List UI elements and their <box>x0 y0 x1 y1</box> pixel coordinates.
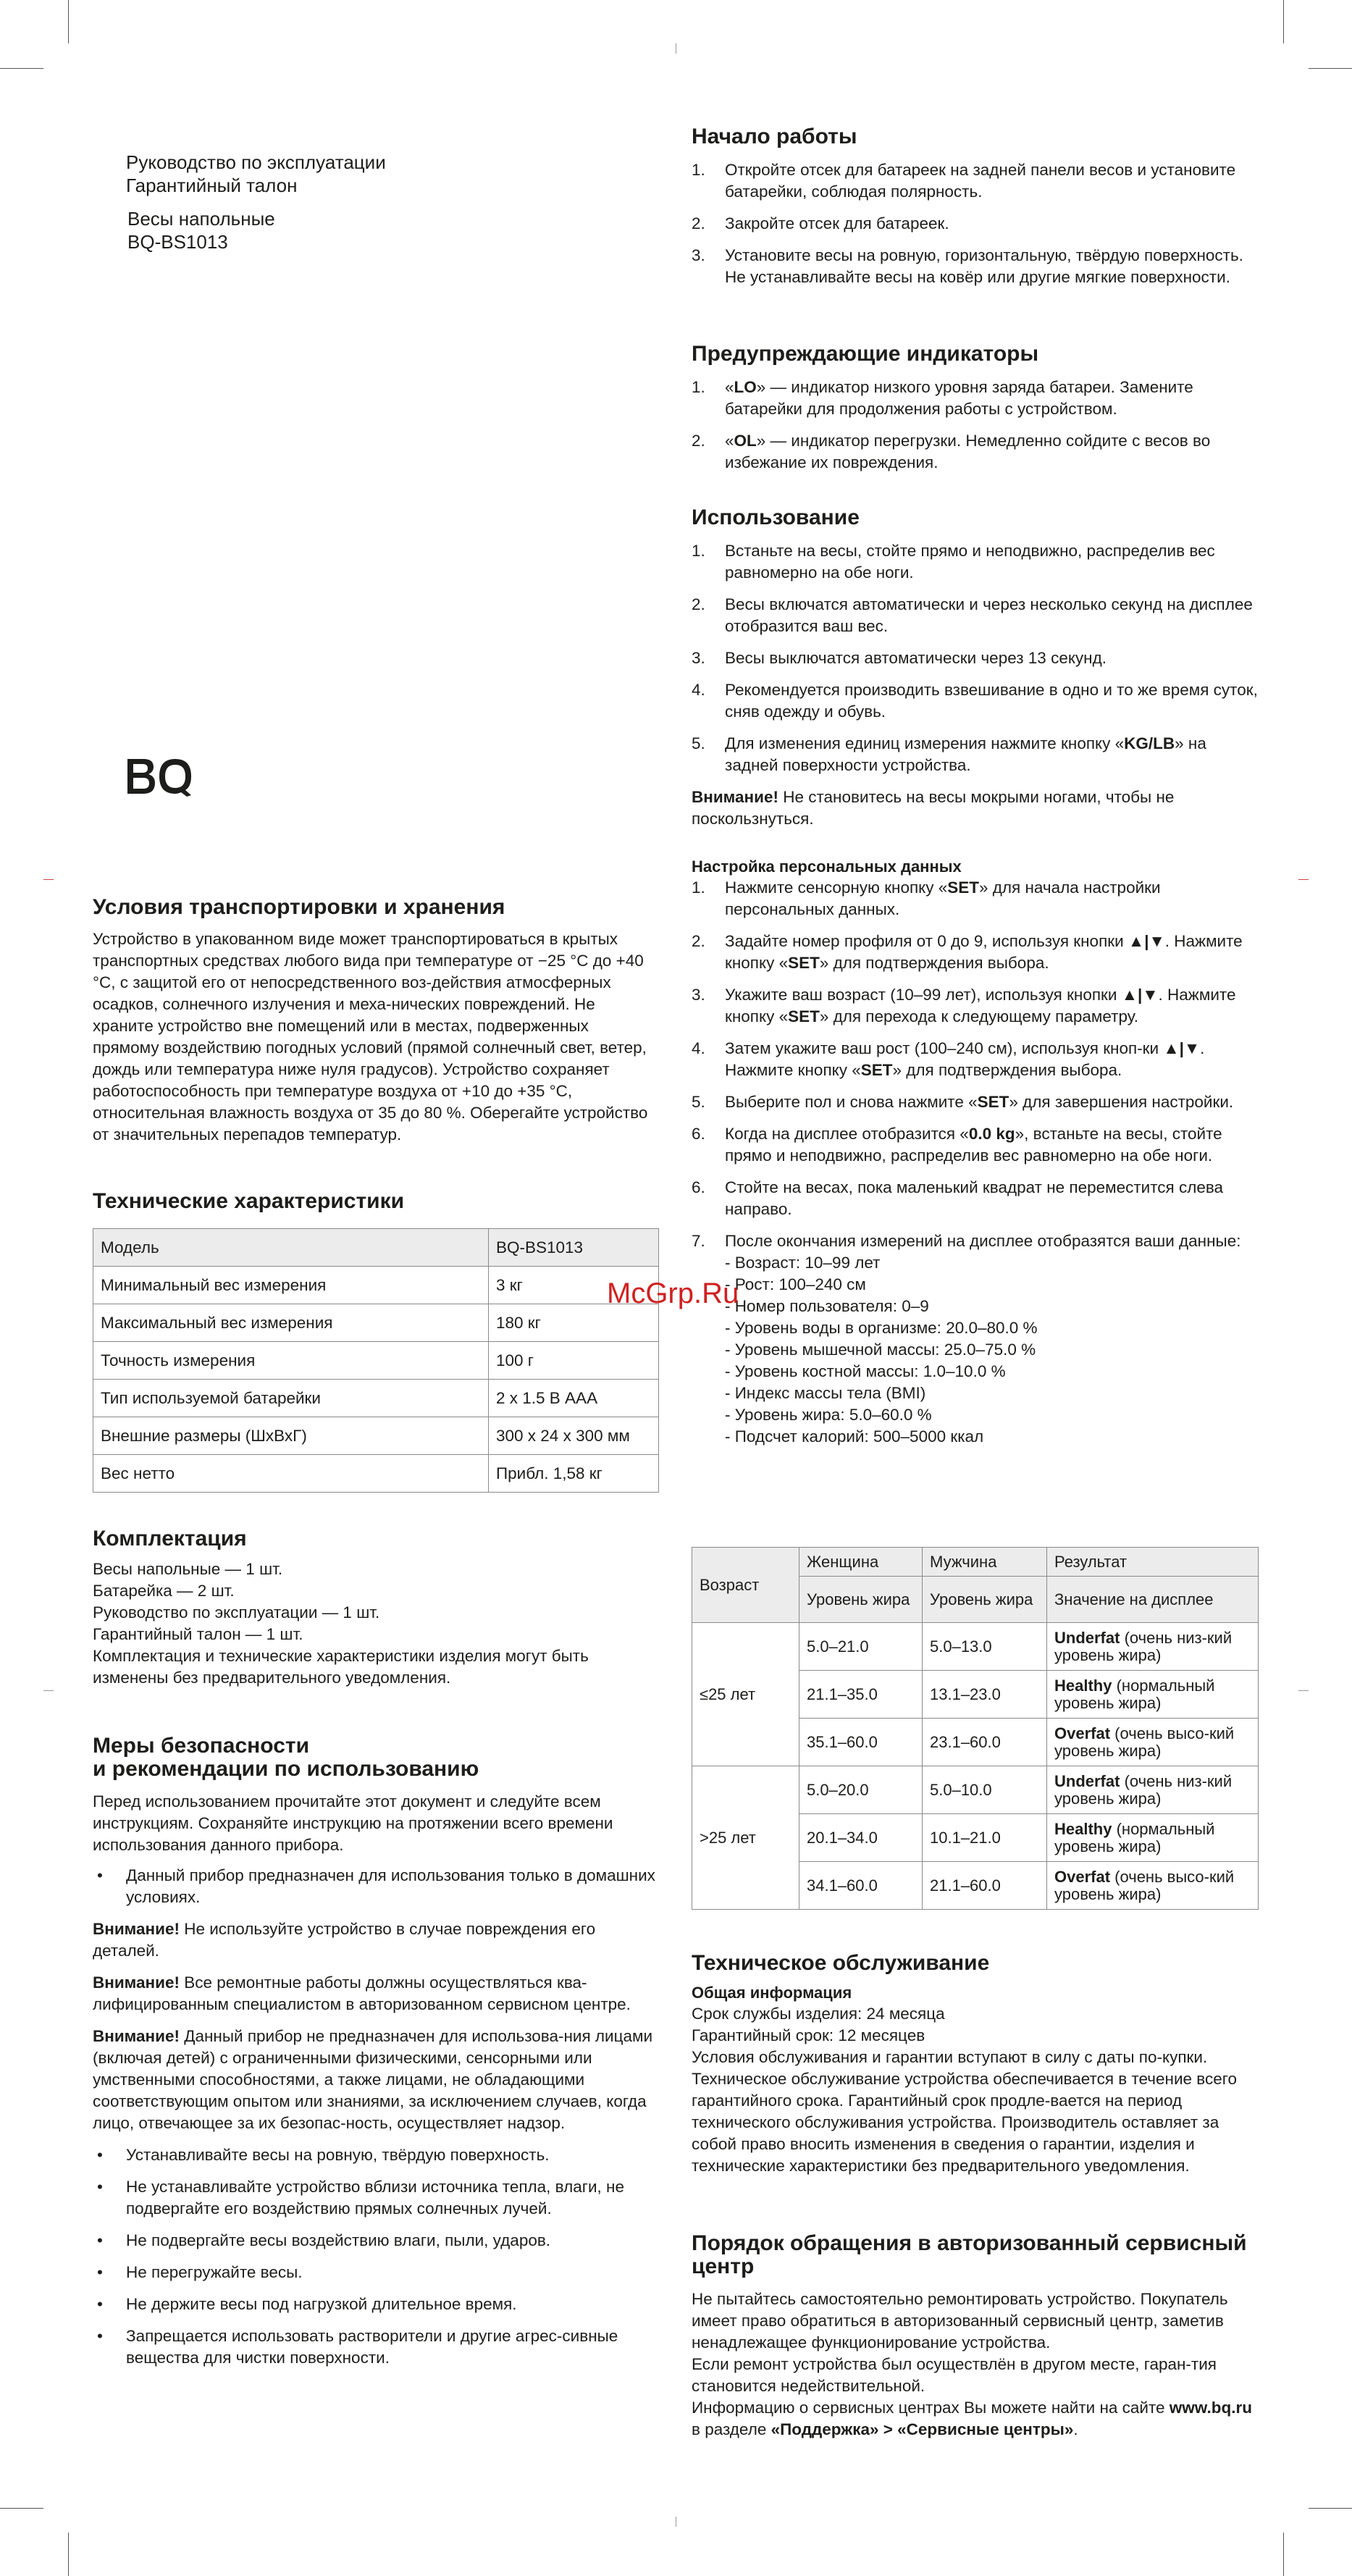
cell: 23.1–60.0 <box>923 1719 1047 1766</box>
crop-mark <box>1309 68 1352 69</box>
list-item: - Возраст: 10–99 лет <box>725 1254 881 1272</box>
cell: 20.1–34.0 <box>799 1814 923 1862</box>
item-text: Задайте номер профиля от 0 до 9, используя кнопки <box>725 932 1128 950</box>
cell: 35.1–60.0 <box>799 1719 923 1766</box>
indicators-title: Предупреждающие индикаторы <box>692 342 1039 366</box>
result-text: (очень низ-кий уровень жира) <box>1054 1628 1233 1664</box>
usage-title: Использование <box>692 505 860 529</box>
crop-mark <box>68 0 69 43</box>
spec-key: Внешние размеры (ШхВхГ) <box>93 1417 489 1455</box>
button-label: SET <box>788 954 820 972</box>
list-item: - Уровень мышечной массы: 25.0–75.0 % <box>725 1341 1036 1359</box>
service-text: Срок службы изделия: 24 месяца Гарантийный срок: 12 месяцев Условия обслуживания и гарантии вступают в силу с даты по-купки. Техническое обслуживание устройства обеспечивается в течение всего гарантийного срока. Гарантийный срок продле-вается на период технического обслуживания устройства. Производитель оставляет за собой право вносить изменения в сведения о гарантии, изделия и технические характеристики без предварительного уведомления. <box>692 2005 1237 2175</box>
center-body: Не пытайтесь самостоятельно ремонтировать устройство. Покупатель имеет право обратиться в авторизованный сервисный центр, заметив ненадлежащее функционирование устройства. Если ремонт устройства был осуществлён в другом месте, гаран-тия становится недействительной. Информацию о сервисных центрах Вы можете найти на сайте <box>692 2290 1228 2417</box>
cell <box>1047 1623 1259 1671</box>
list-item: - Уровень жира: 5.0–60.0 % <box>725 1406 932 1424</box>
item-text: Встаньте на весы, стойте прямо и неподвижно, распределив вес равномерно на обе ноги. <box>725 542 1215 582</box>
cell: 13.1–23.0 <box>923 1671 1047 1719</box>
list-item <box>692 877 1260 920</box>
warning-text: Не используйте устройство в случае повреждения его деталей. <box>93 1920 596 1960</box>
fold-mark <box>1298 1690 1309 1691</box>
result-label: Healthy <box>1054 1819 1112 1838</box>
table-row <box>93 1417 659 1455</box>
button-label: SET <box>788 1007 820 1025</box>
cell: 10.1–21.0 <box>923 1814 1047 1862</box>
indicator-code: LO <box>734 378 757 396</box>
button-label: SET <box>947 878 980 897</box>
list-item: - Индекс массы тела (BMI) <box>725 1384 926 1402</box>
warning-label: Внимание! <box>93 1920 180 1938</box>
spec-value: 300 x 24 x 300 мм <box>489 1417 659 1455</box>
list-item <box>692 1123 1260 1167</box>
item-text: » для подтверждения выбора. <box>819 954 1049 972</box>
list-item <box>692 594 1260 637</box>
result-label: Overfat <box>1054 1867 1111 1886</box>
list-item <box>692 213 1260 235</box>
usage-section <box>692 505 1260 830</box>
list-item <box>692 647 1260 669</box>
list-item: • Не устанавливайте устройство вблизи источника тепла, влаги, не подвергайте его воздействию прямых солнечных лучей. <box>93 2176 659 2220</box>
indicators-list <box>692 377 1260 474</box>
warranty-title: Гарантийный талон <box>126 175 298 196</box>
item-number: 4. <box>692 1039 705 1057</box>
age-group: ≤25 лет <box>692 1623 799 1766</box>
safety-intro: Перед использованием прочитайте этот документ и следуйте всем инструкциям. Сохраняйте инструкцию на протяжении всего времени использования данного прибора. <box>93 1792 613 1854</box>
list-item <box>692 733 1260 776</box>
display-value: 0.0 kg <box>968 1125 1015 1143</box>
list-item: • Запрещается использовать растворители и другие агрес-сивные вещества для чистки поверхности. <box>93 2325 659 2369</box>
specs-section <box>93 1189 659 1493</box>
cell <box>1047 1719 1259 1766</box>
list-item <box>692 984 1260 1028</box>
cell <box>1047 1862 1259 1910</box>
result-text: (нормальный уровень жира) <box>1054 1676 1215 1712</box>
warning-label: Внимание! <box>692 788 778 806</box>
list-item <box>692 931 1260 974</box>
item-number: 4. <box>692 681 705 699</box>
item-number: 1. <box>692 878 705 897</box>
indicators-section <box>692 342 1260 484</box>
table-row <box>692 1548 1259 1577</box>
package-text: Весы напольные — 1 шт. Батарейка — 2 шт. Руководство по эксплуатации — 1 шт. Гарантийный талон — 1 шт. Комплектация и технические характеристики изделия могут быть изменены без предварительного уведомления. <box>93 1560 589 1687</box>
spec-value: 100 г <box>489 1342 659 1380</box>
item-text: . Нажмите кнопку « <box>725 1039 1205 1079</box>
result-text: (очень низ-кий уровень жира) <box>1054 1771 1233 1808</box>
item-number: 1. <box>692 161 705 179</box>
list-item: • Данный прибор предназначен для использования только в домашних условиях. <box>93 1865 659 1908</box>
center-body: в разделе <box>692 2420 771 2438</box>
item-text: Выберите пол и снова нажмите « <box>725 1093 978 1111</box>
list-item <box>692 1091 1260 1113</box>
usage-list <box>692 540 1260 776</box>
start-list <box>692 159 1260 288</box>
usage-warning <box>692 786 1260 830</box>
transport-section <box>93 895 659 1146</box>
body-fat-table <box>692 1547 1259 1910</box>
item-text: « <box>725 378 734 396</box>
item-number: 6. <box>692 1125 705 1143</box>
table-row <box>93 1304 659 1342</box>
spec-value: BQ-BS1013 <box>489 1229 659 1267</box>
spec-value: 3 кг <box>489 1267 659 1304</box>
personal-section <box>692 857 1260 1458</box>
item-number: 2. <box>692 932 705 950</box>
fold-mark <box>43 1690 54 1691</box>
crop-mark <box>1283 0 1284 43</box>
specs-title: Технические характеристики <box>93 1189 405 1213</box>
spec-key: Тип используемой батарейки <box>93 1380 489 1417</box>
manual-title: Руководство по эксплуатации <box>126 151 386 173</box>
list-item <box>692 1038 1260 1081</box>
table-row <box>93 1229 659 1267</box>
watermark: McGrp.Ru <box>607 1277 739 1309</box>
item-number: 5. <box>692 734 705 752</box>
item-text: Закройте отсек для батареек. <box>725 214 949 232</box>
arrow-buttons-icon: ▲|▼ <box>1128 932 1165 950</box>
warning-2 <box>93 1972 659 2015</box>
warning-text: Все ремонтные работы должны осуществляться ква-лифицированным специалистом в авторизованном сервисном центре. <box>93 1973 631 2013</box>
personal-title: Настройка персональных данных <box>692 857 962 876</box>
warning-label: Внимание! <box>93 1973 180 1992</box>
age-group: >25 лет <box>692 1766 799 1910</box>
spec-value: 2 x 1.5 В AAA <box>489 1380 659 1417</box>
item-text: » на задней поверхности устройства. <box>725 734 1206 774</box>
crop-mark <box>1309 2508 1352 2509</box>
list-item: • Не подвергайте весы воздействию влаги, пыли, ударов. <box>93 2230 659 2252</box>
cell: 5.0–10.0 <box>923 1766 1047 1814</box>
spec-key: Модель <box>93 1229 489 1267</box>
arrow-buttons-icon: ▲|▼ <box>1163 1039 1201 1057</box>
personal-list <box>692 877 1260 1448</box>
cell: 21.1–35.0 <box>799 1671 923 1719</box>
result-label: Underfat <box>1054 1628 1120 1647</box>
fold-mark <box>1298 879 1309 880</box>
start-section <box>692 125 1260 298</box>
item-text: Стойте на весах, пока маленький квадрат не переместится слева направо. <box>725 1178 1224 1218</box>
list-item: - Уровень воды в организме: 20.0–80.0 % <box>725 1319 1038 1337</box>
spec-key: Минимальный вес измерения <box>93 1267 489 1304</box>
spec-key: Точность измерения <box>93 1342 489 1380</box>
service-title: Техническое обслуживание <box>692 1951 990 1975</box>
item-text: После окончания измерений на дисплее отобразятся ваши данные: <box>725 1232 1241 1250</box>
transport-text: Устройство в упакованном виде может транспортироваться в крытых транспортных средствах любого вида при температуре от −25 °C до +40 °C, с защитой его от непосредственного воз-действия атмосферных осадков, солнечного излучения и меха-нических повреждений. Не храните устройство вне помещений или в местах, подверженных прямому воздействию погодных условий (прямой солнечный свет, ветер, дождь или температура ниже нуля градусов). Устройство сохраняет работоспособность при температуре воздуха от +10 до +35 °C, относительная влажность воздуха от 35 до 80 %. Оберегайте устройство от значительных перепадов температур. <box>93 930 648 1144</box>
site-link[interactable]: www.bq.ru <box>1169 2399 1252 2417</box>
result-label: Healthy <box>1054 1676 1112 1695</box>
list-item <box>692 430 1260 474</box>
crop-mark <box>0 2508 43 2509</box>
column-subheader: Уровень жира <box>923 1577 1047 1623</box>
list-item <box>692 159 1260 203</box>
list-item: - Номер пользователя: 0–9 <box>725 1297 929 1315</box>
center-title: Порядок обращения в авторизованный сервисный центр <box>692 2231 1247 2278</box>
column-header: Женщина <box>799 1548 923 1577</box>
product-name: Весы напольные <box>127 208 275 230</box>
crop-mark <box>1283 2533 1284 2576</box>
list-item: - Рост: 100–240 см <box>725 1275 866 1293</box>
cell <box>1047 1671 1259 1719</box>
item-text: Откройте отсек для батареек на задней панели весов и установите батарейки, соблюдая полярность. <box>725 161 1236 201</box>
start-title: Начало работы <box>692 125 857 148</box>
item-text: Весы выключатся автоматически через 13 секунд. <box>725 649 1107 667</box>
item-text: « <box>725 432 734 450</box>
item-text: » — индикатор низкого уровня заряда батареи. Замените батарейки для продолжения работы с устройством. <box>725 378 1193 418</box>
item-text: » для перехода к следующему параметру. <box>819 1007 1138 1025</box>
warning-text: Данный прибор не предназначен для использова-ния лицами (включая детей) с ограниченными физическими, сенсорными или умственными способностями, а также лицами, не обладающими соответствующим опытом или знаниями, за исключением случаев, когда лицо, отвечающее за их безопас-ность, осуществляет надзор. <box>93 2027 653 2132</box>
bmi-section <box>692 1547 1260 1910</box>
item-text: Нажмите сенсорную кнопку « <box>725 878 948 897</box>
list-item: • Не держите весы под нагрузкой длительное время. <box>93 2294 659 2315</box>
result-text: (нормальный уровень жира) <box>1054 1819 1215 1855</box>
item-number: 1. <box>692 542 705 560</box>
item-number: 2. <box>692 432 705 450</box>
column-subheader: Значение на дисплее <box>1047 1577 1259 1623</box>
column-header: Результат <box>1047 1548 1259 1577</box>
table-row <box>93 1342 659 1380</box>
product-model: BQ-BS1013 <box>127 231 228 253</box>
warning-3 <box>93 2026 659 2134</box>
result-label: Overfat <box>1054 1724 1111 1742</box>
list-item <box>692 1177 1260 1220</box>
table-row <box>692 1766 1259 1814</box>
cell: 5.0–21.0 <box>799 1623 923 1671</box>
transport-title: Условия транспортировки и хранения <box>93 895 505 919</box>
item-number: 5. <box>692 1093 705 1111</box>
item-text: Затем укажите ваш рост (100–240 см), используя кноп-ки <box>725 1039 1164 1057</box>
item-text: » для начала настройки персональных данных. <box>725 878 1161 918</box>
item-number: 6. <box>692 1178 705 1196</box>
item-number: 2. <box>692 595 705 613</box>
measurement-list <box>725 1252 1260 1448</box>
cell: 34.1–60.0 <box>799 1862 923 1910</box>
spec-key: Вес нетто <box>93 1455 489 1493</box>
package-section <box>93 1527 659 1689</box>
service-section <box>692 1951 1260 2177</box>
item-number: 3. <box>692 246 705 264</box>
indicator-code: OL <box>734 432 757 450</box>
table-row <box>692 1623 1259 1671</box>
list-item <box>692 540 1260 584</box>
item-text: » для завершения настройки. <box>1009 1093 1234 1111</box>
item-text: . Нажмите кнопку « <box>725 932 1243 972</box>
cell: 21.1–60.0 <box>923 1862 1047 1910</box>
crop-mark <box>0 68 43 69</box>
result-text: (очень высо-кий уровень жира) <box>1054 1724 1235 1760</box>
fold-mark <box>43 879 54 880</box>
item-text: Весы включатся автоматически и через несколько секунд на дисплее отобразится ваш вес. <box>725 595 1253 635</box>
center-body: . <box>1073 2420 1078 2438</box>
list-item <box>692 1230 1260 1448</box>
item-text: » — индикатор перегрузки. Немедленно сойдите с весов во избежание их повреждения. <box>725 432 1211 471</box>
button-label: SET <box>977 1093 1009 1111</box>
product-header <box>127 207 275 253</box>
specs-table <box>93 1228 659 1493</box>
bq-logo <box>125 756 194 797</box>
column-subheader: Уровень жира <box>799 1577 923 1623</box>
list-item: - Уровень костной массы: 1.0–10.0 % <box>725 1362 1006 1380</box>
list-item: - Подсчет калорий: 500–5000 ккал <box>725 1427 984 1446</box>
button-label: KG/LB <box>1124 734 1175 752</box>
item-text: » для подтверждения выбора. <box>892 1061 1122 1079</box>
item-text: Укажите ваш возраст (10–99 лет), используя кнопки <box>725 986 1122 1004</box>
cover-header <box>126 151 386 197</box>
list-item <box>692 679 1260 723</box>
service-subtitle: Общая информация <box>692 1984 852 2002</box>
package-title: Комплектация <box>93 1527 247 1551</box>
result-text: (очень высо-кий уровень жира) <box>1054 1867 1235 1903</box>
item-text: Для изменения единиц измерения нажмите кнопку « <box>725 734 1125 752</box>
cell: 5.0–13.0 <box>923 1623 1047 1671</box>
item-number: 2. <box>692 214 705 232</box>
column-header: Возраст <box>692 1548 799 1623</box>
safety-list-2 <box>93 2144 659 2369</box>
safety-title: Меры безопасности и рекомендации по использованию <box>93 1734 479 1781</box>
list-item: • Устанавливайте весы на ровную, твёрдую поверхность. <box>93 2144 659 2166</box>
safety-section <box>93 1734 659 2379</box>
center-section <box>692 2232 1260 2441</box>
column-header: Мужчина <box>923 1548 1047 1577</box>
item-text: Когда на дисплее отобразится « <box>725 1125 969 1143</box>
item-text: », встаньте на весы, стойте прямо и неподвижно, распределив вес равномерно на обе ноги. <box>725 1125 1222 1165</box>
crop-mark <box>68 2533 69 2576</box>
list-item: • Не перегружайте весы. <box>93 2262 659 2283</box>
item-number: 7. <box>692 1232 705 1250</box>
table-row <box>93 1380 659 1417</box>
spec-value: Прибл. 1,58 кг <box>489 1455 659 1493</box>
center-text <box>692 2288 1260 2441</box>
item-number: 1. <box>692 378 705 396</box>
site-section: «Поддержка» > «Сервисные центры» <box>771 2420 1074 2438</box>
warning-label: Внимание! <box>93 2027 180 2045</box>
item-text: . Нажмите кнопку « <box>725 986 1236 1025</box>
item-number: 3. <box>692 986 705 1004</box>
table-row <box>93 1267 659 1304</box>
arrow-buttons-icon: ▲|▼ <box>1121 986 1159 1004</box>
result-label: Underfat <box>1054 1771 1120 1790</box>
list-item <box>692 377 1260 420</box>
item-text: Установите весы на ровную, горизонтальную, твёрдую поверхность. Не устанавливайте весы на ковёр или другие мягкие поверхности. <box>725 246 1243 286</box>
cell <box>1047 1766 1259 1814</box>
item-text: Рекомендуется производить взвешивание в одно и то же время суток, сняв одежду и обувь. <box>725 681 1258 721</box>
spec-key: Максимальный вес измерения <box>93 1304 489 1342</box>
item-number: 3. <box>692 649 705 667</box>
list-item <box>692 245 1260 288</box>
spec-value: 180 кг <box>489 1304 659 1342</box>
warning-1 <box>93 1918 659 1962</box>
button-label: SET <box>860 1061 893 1079</box>
warning-text: Не становитесь на весы мокрыми ногами, чтобы не поскользнуться. <box>692 788 1175 828</box>
safety-list-1 <box>93 1865 659 1908</box>
cell <box>1047 1814 1259 1862</box>
cell: 5.0–20.0 <box>799 1766 923 1814</box>
table-row <box>93 1455 659 1493</box>
